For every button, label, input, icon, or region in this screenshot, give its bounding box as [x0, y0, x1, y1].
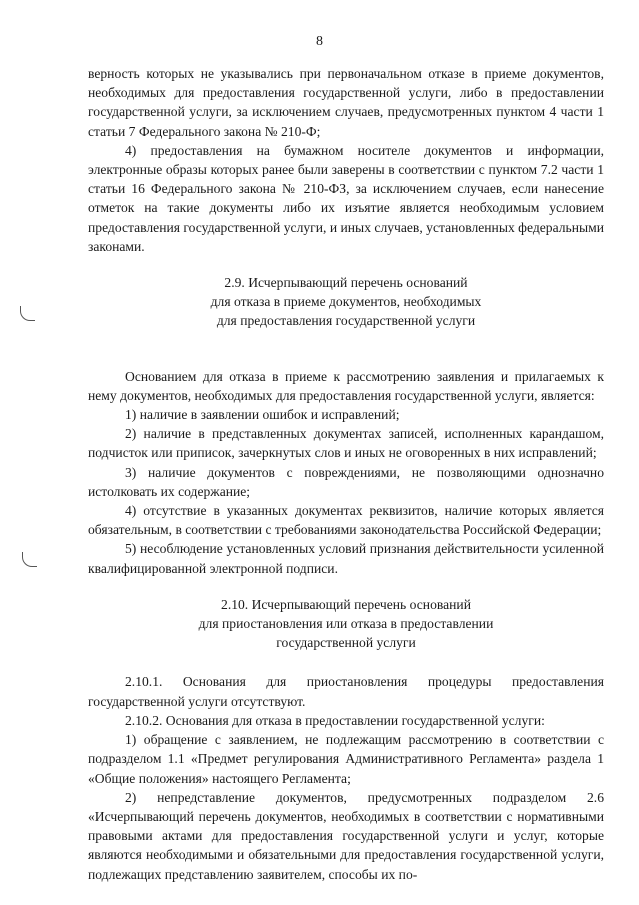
paragraph: 4) предоставления на бумажном носителе документов и информации, электронные образы которых ранее были заверены в соответствии с пунктом 7.2 части 1 статьи 16 Федерального закона № 210-ФЗ, за исключением случаев, если нанесение отметок на такие документы либо их изъятие является необходимым условием предоставления государственной услуги, и иных случаев, установленных федеральными законами.	[88, 142, 604, 254]
heading-line: государственной услуги	[276, 635, 416, 651]
document-body	[88, 64, 604, 884]
paragraph: верность которых не указывались при первоначальном отказе в приеме документов, необходимых для предоставления государственной услуги, либо в предоставлении государственной услуги, за исключением случаев, предусмотренных пунктом 4 части 1 статьи 7 Федерального закона № 210-Ф;	[88, 66, 604, 139]
heading-line: для отказа в приеме документов, необходимых	[210, 294, 482, 310]
paragraph: 2.10.1. Основания для приостановления процедуры предоставления государственной услуги отсутствуют.	[88, 674, 604, 709]
heading-line: для предоставления государственной услуги	[216, 313, 476, 329]
paragraph: Основанием для отказа в приеме к рассмотрению заявления и прилагаемых к нему документов, необходимых для предоставления государственной услуги, является:	[88, 368, 604, 403]
list-item: 2) непредставление документов, предусмотренных подразделом 2.6 «Исчерпывающий перечень документов, необходимых в соответствии с нормативными правовыми актами для предоставления государственной услуги и услуг, которые являются необходимыми и обязательными для предоставления государственной услуги, подлежащих представлению заявителем, способы их по-	[88, 789, 604, 882]
heading-line: 2.9. Исчерпывающий перечень оснований	[224, 275, 468, 291]
scan-mark-top	[20, 306, 35, 321]
list-item: 4) отсутствие в указанных документах реквизитов, наличие которых является обязательным, в соответствии с требованиями законодательства Российской Федерации;	[88, 503, 604, 538]
list-item: 1) наличие в заявлении ошибок и исправлений;	[125, 407, 400, 423]
list-item: 3) наличие документов с повреждениями, не позволяющими однозначно истолковать их содержание;	[88, 464, 604, 499]
page-number: 8	[316, 34, 323, 49]
section-heading-2-10	[88, 595, 604, 653]
paragraph: 2.10.2. Основания для отказа в предоставлении государственной услуги:	[125, 712, 545, 728]
heading-line: для приостановления или отказа в предоставлении	[198, 616, 494, 632]
heading-line: 2.10. Исчерпывающий перечень оснований	[221, 596, 471, 612]
list-item: 1) обращение с заявлением, не подлежащим рассмотрению в соответствии с подразделом 1.1 «Предмет регулирования Административного Регламента» раздела 1 «Общие положения» настоящего Регламента;	[88, 732, 604, 786]
scan-mark-bottom	[22, 552, 37, 567]
section-heading-2-9	[88, 273, 604, 331]
list-item: 2) наличие в представленных документах записей, исполненных карандашом, подчисток или приписок, зачеркнутых слов и иных не оговоренных в них исправлений;	[88, 426, 604, 461]
list-item: 5) несоблюдение установленных условий признания действительности усиленной квалифицированной электронной подписи.	[88, 541, 604, 576]
